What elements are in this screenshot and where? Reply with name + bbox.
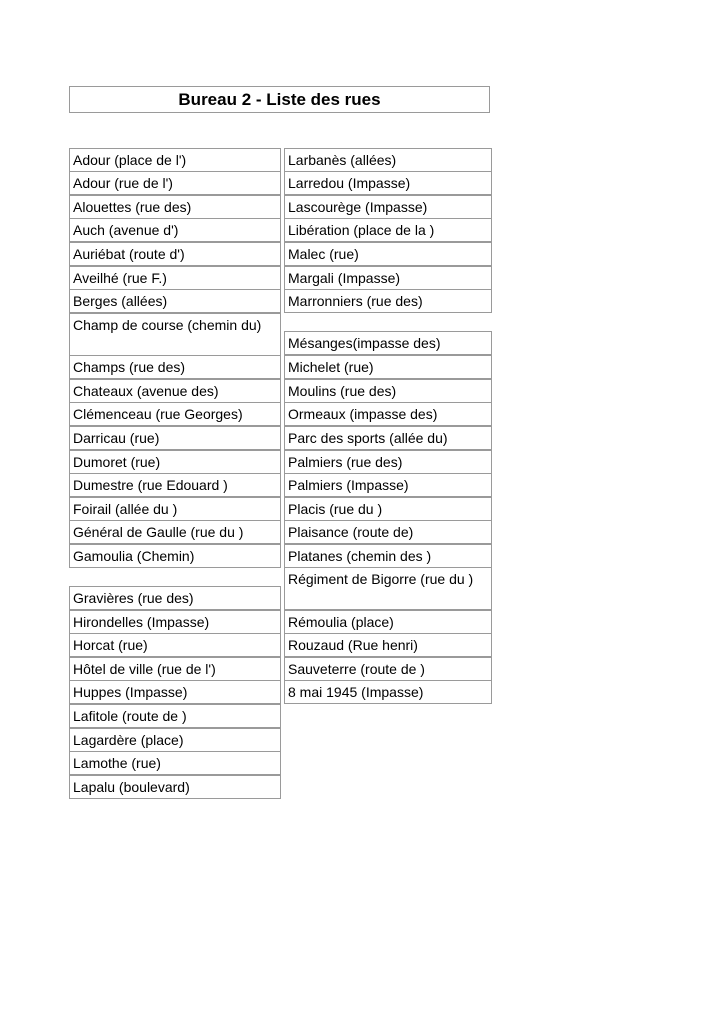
street-cell: Chateaux (avenue des) [69, 379, 281, 403]
street-cell: Parc des sports (allée du) [284, 426, 492, 450]
street-cell: Sauveterre (route de ) [284, 657, 492, 681]
street-cell: Hôtel de ville (rue de l') [69, 657, 281, 681]
street-cell: Palmiers (rue des) [284, 450, 492, 474]
street-cell: Adour (place de l') [69, 148, 281, 172]
street-cell: Placis (rue du ) [284, 497, 492, 521]
street-cell: Larbanès (allées) [284, 148, 492, 172]
street-cell: Darricau (rue) [69, 426, 281, 450]
street-cell: Lapalu (boulevard) [69, 775, 281, 799]
street-cell: Rémoulia (place) [284, 610, 492, 634]
street-cell: Rouzaud (Rue henri) [284, 633, 492, 657]
street-cell: Régiment de Bigorre (rue du ) [284, 567, 492, 610]
street-cell: Gamoulia (Chemin) [69, 544, 281, 568]
street-cell: Champs (rue des) [69, 355, 281, 379]
street-cell: Moulins (rue des) [284, 379, 492, 403]
street-cell: Margali (Impasse) [284, 266, 492, 290]
street-cell: Marronniers (rue des) [284, 289, 492, 313]
street-cell: Larredou (Impasse) [284, 171, 492, 195]
street-cell: Foirail (allée du ) [69, 497, 281, 521]
street-cell: Plaisance (route de) [284, 520, 492, 544]
street-cell: Alouettes (rue des) [69, 195, 281, 219]
street-cell: Mésanges(impasse des) [284, 331, 492, 355]
street-cell: Ormeaux (impasse des) [284, 402, 492, 426]
street-cell: Champ de course (chemin du) [69, 313, 281, 356]
street-cell: Berges (allées) [69, 289, 281, 313]
street-cell: Gravières (rue des) [69, 586, 281, 610]
street-cell: Aveilhé (rue F.) [69, 266, 281, 290]
street-cell: Michelet (rue) [284, 355, 492, 379]
street-cell: Hirondelles (Impasse) [69, 610, 281, 634]
street-cell: 8 mai 1945 (Impasse) [284, 680, 492, 704]
street-cell: Auriébat (route d') [69, 242, 281, 266]
street-cell: Dumestre (rue Edouard ) [69, 473, 281, 497]
street-cell: Platanes (chemin des ) [284, 544, 492, 568]
street-cell: Lagardère (place) [69, 728, 281, 752]
page-title: Bureau 2 - Liste des rues [69, 86, 490, 113]
street-cell: Dumoret (rue) [69, 450, 281, 474]
street-cell: Libération (place de la ) [284, 218, 492, 242]
street-cell: Auch (avenue d') [69, 218, 281, 242]
street-cell: Adour (rue de l') [69, 171, 281, 195]
street-cell: Clémenceau (rue Georges) [69, 402, 281, 426]
street-cell: Huppes (Impasse) [69, 680, 281, 704]
street-cell: Horcat (rue) [69, 633, 281, 657]
street-cell: Lascourège (Impasse) [284, 195, 492, 219]
street-cell: Lafitole (route de ) [69, 704, 281, 728]
street-cell: Général de Gaulle (rue du ) [69, 520, 281, 544]
street-cell: Malec (rue) [284, 242, 492, 266]
street-cell: Lamothe (rue) [69, 751, 281, 775]
street-cell: Palmiers (Impasse) [284, 473, 492, 497]
